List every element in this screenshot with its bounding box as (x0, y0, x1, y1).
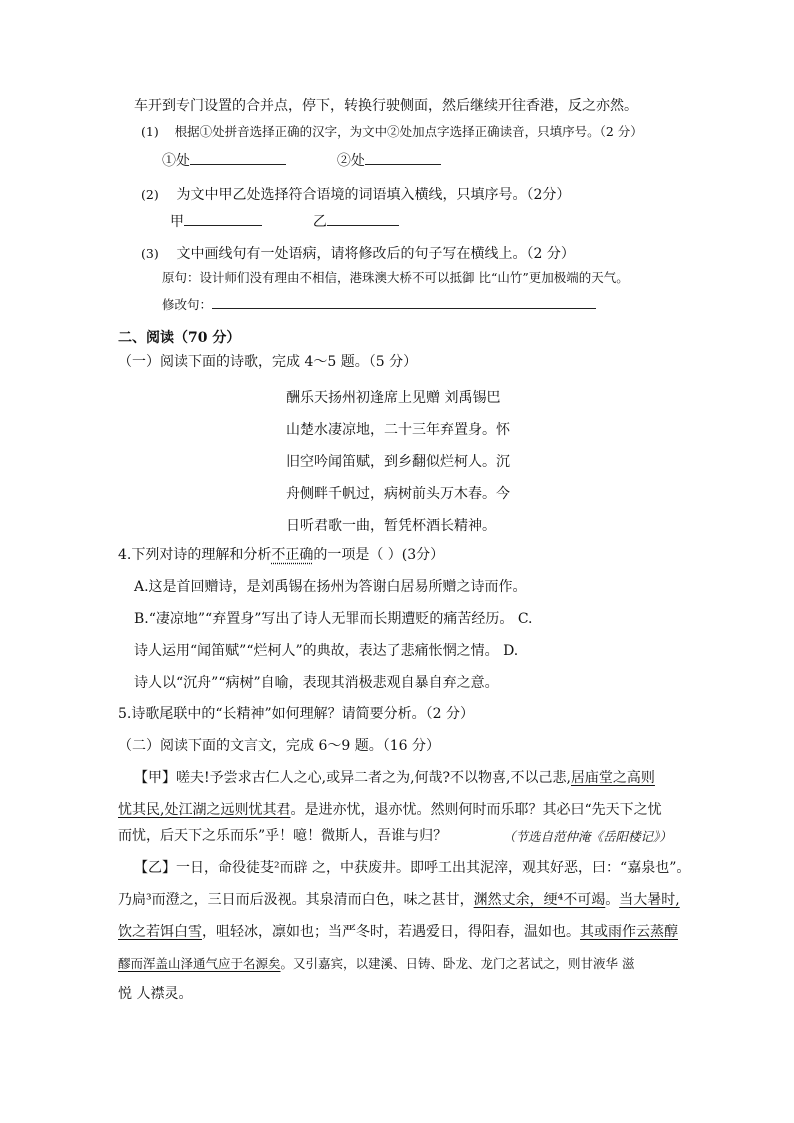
passage-yi-underlined: 当大暑时, (619, 892, 680, 908)
question-4-stem-start: 4.下列对诗的理解和分析 (118, 547, 272, 563)
passage-jia-line-1 (134, 768, 655, 788)
question-1-text: 根据①处拼音选择正确的汉字，为文中②处加点字选择正确读音，只填序号。（2 分） (174, 124, 643, 139)
passage-jia-line-2 (118, 800, 662, 820)
passage-jia-source: （节选自范仲淹《岳阳楼记》） (503, 829, 672, 844)
passage-yi-text: 。 (605, 892, 620, 908)
option-a: A.这是首回赠诗，是刘禹锡在扬州为答谢白居易所赠之诗而作。 (134, 579, 527, 595)
poem-line-2: 山楚水凄凉地，二十三年弃置身。怀 (286, 422, 510, 438)
revised-label: 修改句： (162, 297, 213, 312)
section-2-title: 二、阅读（70 分） (118, 330, 241, 346)
answer-label-1: ①处 (162, 153, 190, 169)
answer-blank-yi[interactable] (327, 211, 399, 226)
question-4-stem (118, 545, 444, 565)
intro-line: 车开到专门设置的合并点，停下，转换行驶侧面，然后继续开往香港，反之亦然。 (134, 98, 638, 114)
passage-jia-text: 【甲】嗟夫!予尝求古仁人之心,或异二者之为,何哉?不以物喜,不以己悲, (134, 770, 571, 786)
question-1-number: (1) (141, 124, 159, 139)
question-1-answers (162, 150, 441, 171)
question-2-text: 为文中甲乙处选择符合语境的词语填入横线，只填序号。（2分） (176, 187, 571, 203)
question-4-stem-end: 的一项是（ ）(3分） (313, 547, 445, 563)
passage-yi-line-1: 【乙】一日，命役徒芟²而辟 之，中获废井。即呼工出其泥滓，观其好恶，曰：“嘉泉也”。 (134, 860, 691, 876)
option-d: 诗人以“沉舟”“病树”自喻，表现其消极悲观自暴自弃之意。 (134, 675, 499, 691)
answer-label-jia: 甲 (170, 214, 184, 230)
poem-line-3: 旧空吟闻笛赋，到乡翻似烂柯人。沉 (286, 454, 510, 470)
option-c: 诗人运用“闻笛赋”“烂柯人”的典故，表达了悲痛怅惘之情。 D. (134, 643, 519, 659)
question-3-text: 文中画线句有一处语病，请将修改后的句子写在横线上。（2 分） (176, 246, 575, 262)
passage-jia-line-3: 而忧，后天下之乐而乐”乎！噫！微斯人，吾谁与归？ (118, 828, 448, 844)
question-3 (141, 244, 575, 264)
passage-yi-text: ，咀轻冰，凛如也；当严冬时，若遇爱日，得阳春，温如也。 (202, 924, 580, 940)
passage-yi-line-2 (118, 890, 680, 910)
question-3-original: 原句：设计师们没有理由不相信，港珠澳大桥不可以抵御 比“山竹”更加极端的天气。 (162, 270, 629, 285)
passage-yi-underlined: 其或雨作云蒸醇 (580, 924, 678, 940)
question-4-emphasis: 不正确 (271, 547, 314, 563)
answer-blank-jia[interactable] (184, 211, 262, 226)
passage-yi-text: 。又引嘉宾，以建溪、日铸、卧龙、龙门之茗试之，则甘液华 滋 (280, 956, 635, 971)
poem-line-4: 舟侧畔千帆过，病树前头万木春。今 (286, 486, 510, 502)
answer-blank-1[interactable] (190, 150, 286, 165)
question-2-number: (2) (141, 187, 159, 202)
poem-line-1: 酬乐天扬州初逢席上见赠 刘禹锡巴 (286, 390, 501, 406)
passage-yi-line-5: 悦 人襟灵。 (118, 986, 193, 1002)
revised-answer-blank[interactable] (212, 294, 596, 309)
passage-yi-line-3 (118, 922, 678, 942)
passage-yi-underlined: 饮之若饵白雪 (118, 924, 202, 940)
question-3-number: (3) (141, 246, 159, 261)
option-b: B.“凄凉地”“弃置身”写出了诗人无罪而长期遭贬的痛苦经历。 C. (134, 611, 533, 627)
answer-label-yi: 乙 (312, 214, 327, 230)
passage-jia-underlined: 忧其民,处江湖之远则忧其君 (118, 802, 291, 818)
passage-jia-text: 。是进亦忧，退亦忧。然则何时而乐耶？其必曰“先天下之忧 (290, 802, 662, 818)
answer-label-2: ②处 (336, 153, 365, 169)
question-1 (141, 122, 643, 142)
passage-yi-text: 乃扃³而澄之，三日而后汲视。其泉清而白色，味之甚甘， (118, 892, 474, 908)
passage-yi-underlined: 醪而浑盖山泽通气应于名源矣 (118, 956, 281, 971)
passage-yi-underlined: 渊然丈余，绠⁴不可竭 (473, 892, 606, 908)
passage-jia-underlined: 居庙堂之高则 (570, 770, 655, 786)
reading-part-1-heading: （一）阅读下面的诗歌，完成 4～5 题。（5 分） (118, 354, 418, 370)
reading-part-2-heading: （二）阅读下面的文言文，完成 6～9 题。（16 分） (118, 738, 440, 754)
question-5: 5.诗歌尾联中的“长精神”如何理解？请简要分析。（2 分） (118, 706, 475, 722)
answer-blank-2[interactable] (365, 150, 441, 165)
question-2-answers (170, 211, 399, 232)
passage-yi-line-4 (118, 954, 635, 974)
question-3-revised (162, 294, 596, 315)
question-2 (141, 185, 570, 205)
poem-line-5: 日听君歌一曲，暂凭杯酒长精神。 (286, 518, 496, 534)
